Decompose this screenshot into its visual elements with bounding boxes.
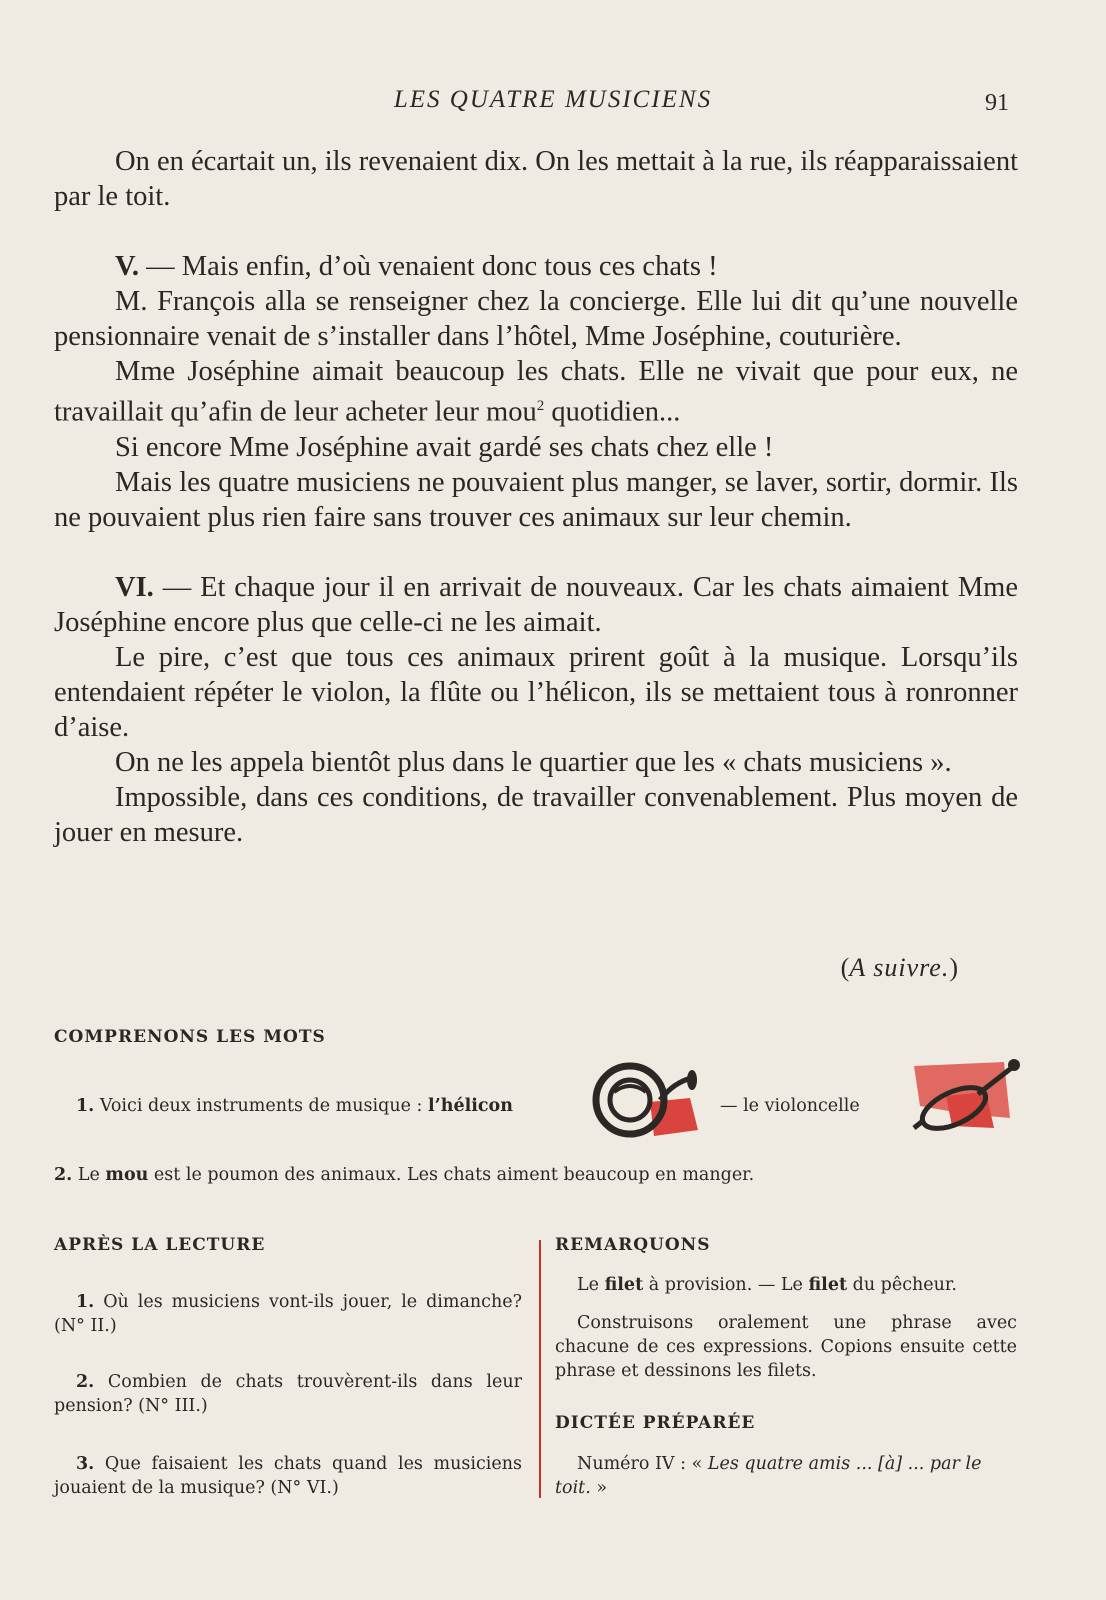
remarquons-instruction: Construisons oralement une phrase avec chacune de ces expressions. Copions ensuite cette phrase et dessinons les filets. [555, 1313, 1017, 1381]
paragraph: VI. — Et chaque jour il en arrivait de nouveaux. Car les chats aimaient Mme Joséphine encore plus que celle-ci ne les aimait. [54, 571, 1018, 638]
question-3: 3. Que faisaient les chats quand les musiciens jouaient de la musique? (N° VI.) [54, 1454, 522, 1498]
column-divider [539, 1240, 541, 1498]
paragraph: On ne les appela bientôt plus dans le quartier que les « chats musiciens ». [115, 746, 952, 778]
section-number: V. [115, 251, 140, 282]
comprenons-heading: COMPRENONS LES MOTS [54, 1027, 326, 1047]
dictee-reference: Numéro IV : « Les quatre amis ... [à] ... par le toit. » [555, 1454, 982, 1498]
question-2: 2. Combien de chats trouvèrent-ils dans leur pension? (N° III.) [54, 1372, 522, 1416]
cello-icon [906, 1056, 1021, 1136]
paragraph: Le pire, c’est que tous ces animaux prirent goût à la musique. Lorsqu’ils entendaient répéter le violon, la flûte ou l’hélicon, ils se mettaient tous à ronronner d’aise. [54, 641, 1018, 743]
dictee-heading: DICTÉE PRÉPARÉE [555, 1413, 756, 1433]
paragraph: M. François alla se renseigner chez la concierge. Elle lui dit qu’une nouvelle pensionnaire venait de s’installer dans l’hôtel, Mme Joséphine, couturière. [54, 286, 1018, 352]
page-number: 91 [985, 90, 1009, 116]
question-1: 1. Où les musiciens vont-ils jouer, le dimanche? (N° II.) [54, 1292, 522, 1336]
helicon-icon [590, 1060, 700, 1138]
paragraph: Impossible, dans ces conditions, de travailler convenablement. Plus moyen de jouer en mesure. [54, 781, 1018, 848]
paragraph: On en écartait un, ils revenaient dix. On les mettait à la rue, ils réapparaissaient par le toit. [54, 146, 1018, 212]
footnote-marker: 2 [536, 398, 545, 414]
paragraph: Si encore Mme Joséphine avait gardé ses chats chez elle ! [115, 431, 774, 463]
remarquons-example: Le filet à provision. — Le filet du pêcheur. [577, 1275, 957, 1295]
vocab-item-2: 2. Le mou est le poumon des animaux. Les chats aiment beaucoup en manger. [54, 1165, 755, 1185]
remarquons-heading: REMARQUONS [555, 1235, 711, 1255]
vocab-item-1: 1. Voici deux instruments de musique : l’hélicon [76, 1096, 513, 1116]
section-number: VI. [115, 571, 154, 603]
apres-heading: APRÈS LA LECTURE [54, 1235, 266, 1255]
paragraph: V. — Mais enfin, d’où venaient donc tous ces chats ! [115, 251, 718, 282]
vocab-item-1-dash: — le violoncelle [720, 1096, 860, 1116]
paragraph: Mais les quatre musiciens ne pouvaient plus manger, se laver, sortir, dormir. Ils ne pouvaient plus rien faire sans trouver ces animaux sur leur chemin. [54, 466, 1018, 533]
story-text [54, 144, 1018, 850]
running-title: LES QUATRE MUSICIENS [393, 86, 713, 113]
paragraph: Mme Joséphine aimait beaucoup les chats. Elle ne vivait que pour eux, ne travaillait qu’afin de leur acheter leur mou$^2$ quotidien... [54, 356, 1018, 428]
a-suivre-note: (A suivre.) [840, 953, 958, 982]
